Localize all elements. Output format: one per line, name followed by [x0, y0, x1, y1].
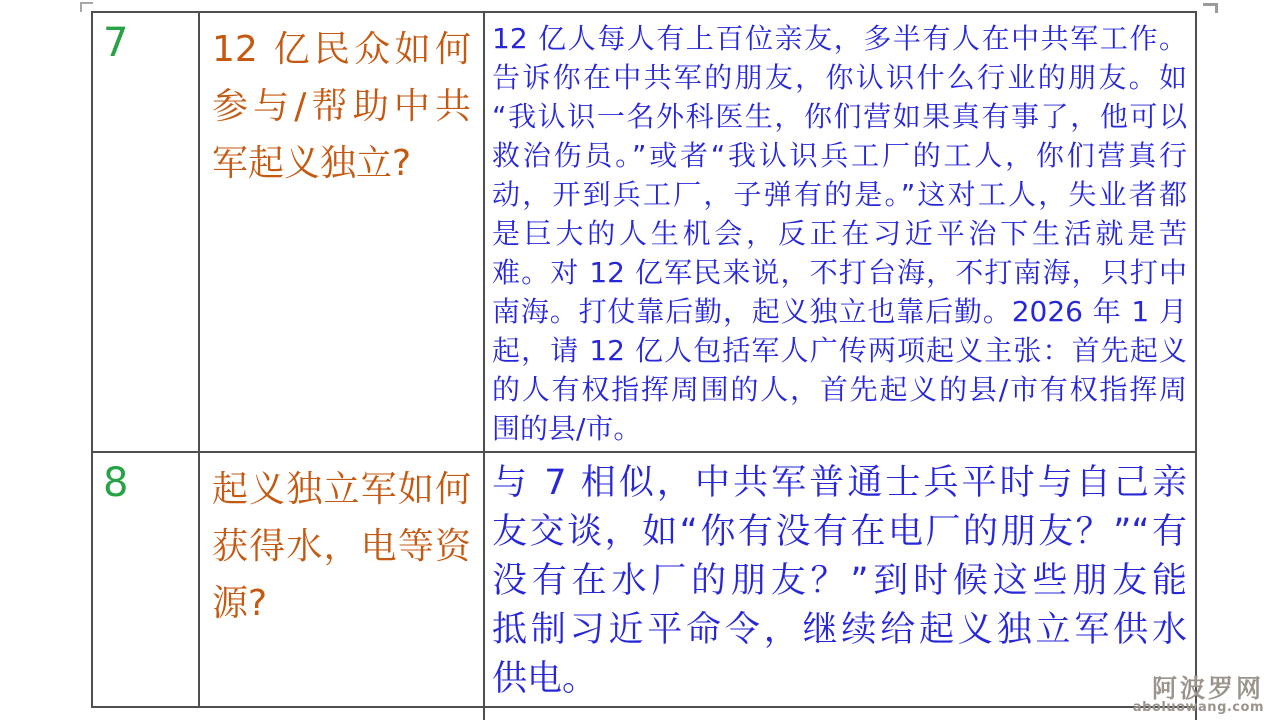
question-line: 参与/帮助中共	[212, 86, 471, 127]
answer-line: 是巨大的人生机会，反正在习近平治下生活就是苦	[492, 217, 1187, 250]
answer-line: 动，开到兵工厂，子弹有的是。”这对工人，失业者都	[492, 178, 1187, 211]
answer-line: 难。对 12 亿军民来说，不打台海，不打南海，只打中	[492, 256, 1187, 289]
row-number: 8	[103, 460, 129, 506]
watermark-domain: aboluowang.com	[1132, 700, 1264, 715]
answer-line: 友交谈，如“你有没有在电厂的朋友？”“有	[492, 512, 1187, 552]
answer-line: 12 亿人每人有上百位亲友，多半有人在中共军工作。	[492, 22, 1187, 55]
qa-table	[91, 11, 1197, 708]
answer-cell	[485, 453, 1195, 706]
question-line: 源?	[212, 583, 268, 624]
row-number-cell	[93, 13, 200, 453]
table-border-stub	[483, 708, 485, 720]
answer-line: 起，请 12 亿人包括军人广传两项起义主张：首先起义	[492, 334, 1187, 367]
watermark-title: 阿波罗网	[1151, 674, 1264, 703]
answer-line: 的人有权指挥周围的人，首先起义的县/市有权指挥周	[492, 373, 1187, 406]
question-line: 军起义独立?	[212, 143, 412, 184]
question-line: 获得水，电等资	[212, 526, 471, 567]
watermark	[1132, 674, 1264, 715]
answer-line: 抵制习近平命令，继续给起义独立军供水	[492, 610, 1187, 650]
row-number-cell	[93, 453, 200, 706]
question-cell	[200, 453, 485, 706]
answer-line: 没有在水厂的朋友？”到时候这些朋友能	[492, 561, 1187, 601]
answer-line: 救治伤员。”或者“我认识兵工厂的工人，你们营真行	[492, 139, 1187, 172]
answer-line: 围的县/市。	[492, 412, 642, 445]
answer-line: 供电。	[492, 659, 598, 699]
answer-cell	[485, 13, 1195, 453]
answer-line: 与 7 相似，中共军普通士兵平时与自己亲	[492, 463, 1187, 503]
answer-line: “我认识一名外科医生，你们营如果真有事了，他可以	[492, 100, 1187, 133]
answer-line: 南海。打仗靠后勤，起义独立也靠后勤。2026 年 1 月	[492, 295, 1187, 328]
row-number: 7	[103, 20, 129, 66]
question-line: 12 亿民众如何	[212, 29, 471, 70]
question-cell	[200, 13, 485, 453]
corner-mark-icon	[1203, 3, 1218, 13]
answer-line: 告诉你在中共军的朋友，你认识什么行业的朋友。如	[492, 61, 1187, 94]
question-line: 起义独立军如何	[212, 469, 471, 510]
